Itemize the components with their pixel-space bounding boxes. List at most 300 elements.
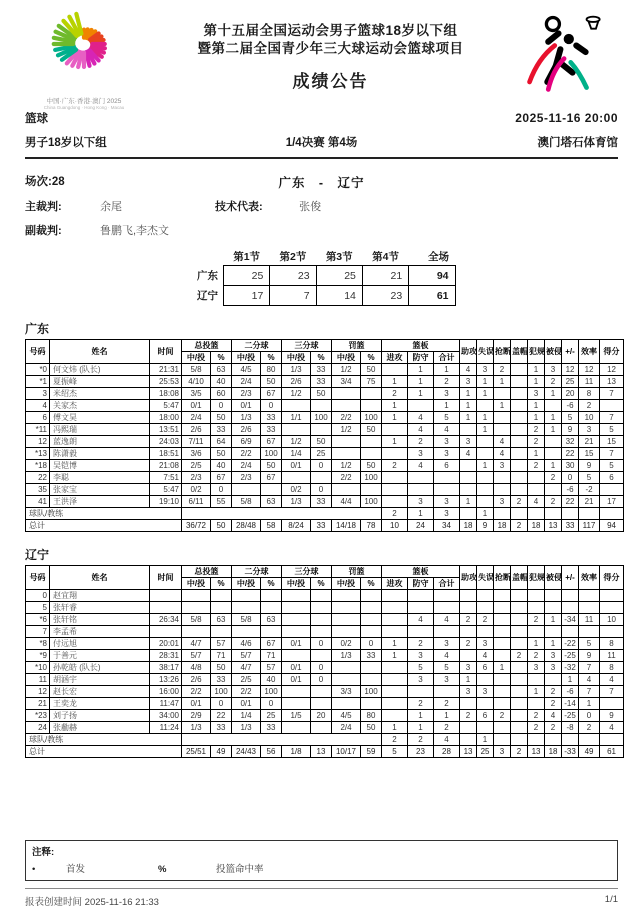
stat-cell	[511, 472, 528, 484]
stat-cell	[545, 484, 562, 496]
totals-label: 总计	[26, 746, 182, 758]
stat-cell: 8	[600, 662, 624, 674]
stat-cell: 50	[261, 376, 282, 388]
match-datetime: 2025-11-16 20:00	[515, 111, 618, 125]
stat-cell: 18:51	[150, 448, 182, 460]
stat-cell: 49	[211, 746, 232, 758]
stat-cell: 3	[460, 436, 477, 448]
stat-cell: 1	[434, 364, 460, 376]
stat-cell: 63	[261, 614, 282, 626]
stat-cell	[434, 484, 460, 496]
stat-cell: 6	[477, 710, 494, 722]
stat-cell	[494, 484, 511, 496]
stat-cell: 7	[600, 448, 624, 460]
stat-cell: 5	[562, 412, 579, 424]
stat-header-cell: 盖帽	[511, 566, 528, 590]
stat-cell: 2/4	[232, 460, 261, 472]
stat-subheader-cell: %	[211, 352, 232, 364]
stat-cell: 25	[562, 376, 579, 388]
stat-cell: 1	[408, 710, 434, 722]
player-row	[26, 400, 624, 412]
stat-cell: 100	[211, 686, 232, 698]
stat-cell	[408, 602, 434, 614]
stat-cell: 1	[408, 508, 434, 520]
stat-cell: 4	[408, 460, 434, 472]
stat-cell: 8	[600, 638, 624, 650]
stat-subheader-cell: 中/投	[182, 352, 211, 364]
stat-cell: 1	[434, 400, 460, 412]
stat-cell	[460, 424, 477, 436]
matchup-separator: -	[318, 176, 325, 190]
stat-header-cell: 号码	[26, 340, 50, 364]
stat-cell: 4	[494, 436, 511, 448]
player-row	[26, 590, 624, 602]
stat-cell: 2/2	[232, 686, 261, 698]
stat-cell: 1	[528, 400, 545, 412]
stat-cell: 9	[600, 710, 624, 722]
stat-cell	[311, 590, 332, 602]
stat-cell	[182, 626, 211, 638]
stat-cell	[261, 484, 282, 496]
quarter-total-cell: 61	[409, 286, 455, 306]
stat-cell: 7	[579, 662, 600, 674]
stat-cell	[261, 626, 282, 638]
player-row	[26, 472, 624, 484]
stat-cell: 4/8	[182, 662, 211, 674]
stat-cell: 2	[511, 746, 528, 758]
stat-cell: 4/5	[332, 710, 361, 722]
stat-cell: 3	[477, 638, 494, 650]
games-logo	[25, 8, 143, 110]
stat-cell: 33	[361, 650, 382, 662]
stat-cell: 1	[545, 614, 562, 626]
stat-cell: 3/6	[182, 448, 211, 460]
stat-cell: 12	[562, 364, 579, 376]
meta-row-1	[25, 110, 618, 126]
stat-cell	[477, 436, 494, 448]
stat-cell: 0/2	[332, 638, 361, 650]
stat-cell: 0	[211, 400, 232, 412]
stat-cell: 11:24	[150, 722, 182, 734]
stat-cell	[600, 508, 624, 520]
stat-cell: 2	[434, 722, 460, 734]
stat-cell: 0	[361, 638, 382, 650]
stat-subheader-cell: 中/投	[332, 352, 361, 364]
stat-cell	[311, 626, 332, 638]
stat-cell: *18	[26, 460, 50, 472]
stat-cell: 0	[211, 698, 232, 710]
stat-header-cell: 效率	[579, 340, 600, 364]
stat-cell	[408, 472, 434, 484]
stat-cell: 1	[382, 722, 408, 734]
stat-cell: 4	[494, 448, 511, 460]
stat-cell: 1/3	[182, 722, 211, 734]
stat-header-cell: 罚篮	[332, 340, 382, 352]
stat-cell: 1	[477, 388, 494, 400]
quarter-header-cell: 第3节	[325, 250, 353, 263]
quarter-scores-wrap	[188, 247, 456, 306]
stat-cell: 61	[600, 746, 624, 758]
stat-cell: 1	[494, 376, 511, 388]
stat-cell: 1/8	[282, 746, 311, 758]
stat-cell	[494, 722, 511, 734]
stat-cell: 57	[211, 638, 232, 650]
stat-cell: 22	[26, 472, 50, 484]
quarter-header-cell: 第4节	[372, 250, 399, 263]
stat-cell	[211, 590, 232, 602]
stat-cell	[311, 614, 332, 626]
stat-cell: 13	[600, 376, 624, 388]
stat-cell: 67	[261, 638, 282, 650]
stat-cell: 1	[494, 662, 511, 674]
stat-cell	[282, 400, 311, 412]
stat-cell	[332, 698, 361, 710]
stat-cell: 55	[211, 496, 232, 508]
stat-cell	[261, 590, 282, 602]
stat-cell: 11	[26, 674, 50, 686]
stat-cell	[332, 626, 361, 638]
stat-cell: 2/4	[182, 412, 211, 424]
stat-cell: 63	[261, 496, 282, 508]
stat-cell: 18	[528, 520, 545, 532]
stat-cell: 19:10	[150, 496, 182, 508]
player-row	[26, 436, 624, 448]
tournament-title-line2: 暨第二届全国青少年三大球运动会篮球项目	[197, 41, 464, 56]
stat-cell: 33	[311, 376, 332, 388]
stat-subheader-cell: 中/投	[232, 352, 261, 364]
stat-cell	[361, 674, 382, 686]
stat-cell	[408, 626, 434, 638]
stat-cell: 1	[494, 400, 511, 412]
stat-cell: 2	[545, 722, 562, 734]
stat-cell: 0	[211, 484, 232, 496]
stat-cell: 1	[477, 508, 494, 520]
stat-cell: 15	[600, 436, 624, 448]
stat-cell: 3	[434, 388, 460, 400]
stat-cell	[282, 472, 311, 484]
sport-label: 篮球	[25, 113, 48, 125]
quarter-total-cell: 94	[409, 266, 455, 286]
stat-cell: 2	[494, 364, 511, 376]
quarter-header-cell: 第2节	[279, 250, 307, 263]
stat-cell: 4/10	[182, 376, 211, 388]
player-name-cell: 胡涵宇	[50, 674, 150, 686]
stat-cell: 2	[382, 734, 408, 746]
stat-cell	[477, 472, 494, 484]
stat-cell: 4	[408, 614, 434, 626]
quarter-score-cell: 21	[362, 266, 408, 286]
stat-cell: -14	[562, 698, 579, 710]
stat-subheader-cell: %	[211, 578, 232, 590]
stat-cell: 1/3	[332, 650, 361, 662]
doc-title: 成绩公告	[292, 72, 369, 91]
stat-cell: 1	[528, 412, 545, 424]
stat-cell: 4/5	[232, 364, 261, 376]
stats-header-row	[26, 566, 624, 578]
stat-cell	[511, 686, 528, 698]
stat-cell: 24	[26, 722, 50, 734]
stat-cell	[477, 590, 494, 602]
stat-cell	[282, 686, 311, 698]
stat-cell: 9	[562, 424, 579, 436]
stat-cell: 2/4	[332, 722, 361, 734]
player-row	[26, 388, 624, 400]
stat-cell: 6	[477, 662, 494, 674]
stat-cell: 24/43	[232, 746, 261, 758]
stat-cell	[528, 508, 545, 520]
stat-header-cell: 三分球	[282, 340, 332, 352]
stat-subheader-cell: 中/投	[282, 352, 311, 364]
player-row	[26, 460, 624, 472]
stat-cell: 7/11	[182, 436, 211, 448]
stat-cell	[460, 484, 477, 496]
stat-cell: 1	[545, 412, 562, 424]
stat-cell	[545, 508, 562, 520]
stat-cell: 1	[460, 496, 477, 508]
stat-cell: *0	[26, 364, 50, 376]
stat-cell: 2	[382, 508, 408, 520]
stat-cell: 1	[562, 674, 579, 686]
stat-cell: 6/9	[232, 436, 261, 448]
stat-header-cell: 时间	[150, 340, 182, 364]
stat-cell: 5/8	[182, 364, 211, 376]
stat-cell: 1/2	[332, 460, 361, 472]
stat-cell	[434, 472, 460, 484]
stat-cell	[408, 590, 434, 602]
stat-cell: 24:03	[150, 436, 182, 448]
stat-cell: 0	[26, 590, 50, 602]
quarter-score-cell: 25	[224, 266, 270, 286]
stat-cell: 8/24	[282, 520, 311, 532]
quarter-score-cell: 23	[362, 286, 408, 306]
stat-cell: *9	[26, 650, 50, 662]
quarter-scores-table	[188, 247, 456, 306]
stat-cell: 94	[600, 520, 624, 532]
stat-cell	[311, 698, 332, 710]
stat-cell: 1	[528, 376, 545, 388]
stat-cell: 2/4	[232, 376, 261, 388]
stat-cell: 4	[434, 734, 460, 746]
stat-cell: 59	[361, 746, 382, 758]
stat-cell: 3	[528, 388, 545, 400]
stat-cell: -6	[562, 400, 579, 412]
stat-cell: 60	[211, 388, 232, 400]
player-name-cell: 刘子扬	[50, 710, 150, 722]
stat-cell	[382, 710, 408, 722]
stat-cell	[182, 602, 211, 614]
player-name-cell: 关家杰	[50, 400, 150, 412]
stat-cell: 13	[528, 746, 545, 758]
stat-cell	[528, 698, 545, 710]
stat-cell: 13:51	[150, 424, 182, 436]
stat-cell	[511, 388, 528, 400]
page-number: 1/1	[604, 894, 618, 905]
stat-cell: 33	[261, 722, 282, 734]
stat-cell: 2/2	[232, 448, 261, 460]
stat-cell: 56	[261, 746, 282, 758]
stat-cell	[382, 698, 408, 710]
tournament-title-line1: 第十五届全国运动会男子篮球18岁以下组	[203, 23, 458, 38]
stat-cell	[511, 484, 528, 496]
stat-cell	[494, 602, 511, 614]
stat-cell: 33	[311, 364, 332, 376]
stat-cell	[382, 686, 408, 698]
stat-cell: 38:17	[150, 662, 182, 674]
stat-subheader-cell: 合计	[434, 352, 460, 364]
logo-caption: 中国·广东·香港·澳门 2025	[46, 98, 122, 105]
stat-cell: *6	[26, 614, 50, 626]
stat-cell: 18:08	[150, 388, 182, 400]
stat-cell	[332, 614, 361, 626]
stat-cell: 4/7	[232, 662, 261, 674]
stat-cell	[460, 590, 477, 602]
stat-cell: 63	[211, 364, 232, 376]
player-name-cell: 米绍杰	[50, 388, 150, 400]
stat-cell: 1	[382, 412, 408, 424]
stat-cell: 2	[434, 698, 460, 710]
stat-cell	[361, 602, 382, 614]
stat-cell	[332, 602, 361, 614]
stat-cell: 1/2	[282, 436, 311, 448]
stat-subheader-cell: 中/投	[182, 578, 211, 590]
team-coach-label: 球队/教练	[26, 508, 182, 520]
stat-cell: 100	[261, 686, 282, 698]
stat-cell: 1	[408, 376, 434, 388]
stat-cell: 1/4	[282, 448, 311, 460]
stat-cell: 34:00	[150, 710, 182, 722]
stat-cell	[460, 602, 477, 614]
stat-cell	[332, 674, 361, 686]
quarter-team-name: 广东	[197, 270, 218, 282]
chief-referee-label: 主裁判:	[25, 201, 62, 213]
stat-cell: 5	[382, 746, 408, 758]
stat-cell: -8	[562, 722, 579, 734]
stat-cell: 36/72	[182, 520, 211, 532]
stat-cell	[477, 448, 494, 460]
stat-cell: 1/2	[332, 424, 361, 436]
stat-cell: 50	[261, 460, 282, 472]
stat-cell	[460, 472, 477, 484]
stat-cell: 2	[408, 436, 434, 448]
stat-cell: 7:51	[150, 472, 182, 484]
stat-cell: 2	[545, 496, 562, 508]
stat-cell	[460, 698, 477, 710]
footer-row	[25, 894, 618, 908]
quarter-score-cell: 25	[316, 266, 362, 286]
stat-cell: 100	[361, 496, 382, 508]
stat-cell: 1/4	[232, 710, 261, 722]
stat-cell: 3	[434, 496, 460, 508]
player-name-cell: 张轩睿	[50, 602, 150, 614]
stat-cell: *23	[26, 710, 50, 722]
stat-cell	[477, 722, 494, 734]
stat-cell: 1	[460, 412, 477, 424]
stat-cell: 3	[434, 638, 460, 650]
stat-cell: 4	[600, 674, 624, 686]
tech-delegate-label: 技术代表:	[215, 201, 263, 213]
stat-header-cell: 罚篮	[332, 566, 382, 578]
stat-cell: 28:31	[150, 650, 182, 662]
player-row	[26, 674, 624, 686]
stat-cell: 9	[477, 520, 494, 532]
player-name-cell: 陈潇毅	[50, 448, 150, 460]
stat-cell: 3	[494, 496, 511, 508]
stat-cell	[382, 496, 408, 508]
stat-cell	[332, 662, 361, 674]
stat-cell: 18	[494, 520, 511, 532]
player-row	[26, 710, 624, 722]
player-row	[26, 722, 624, 734]
stat-cell: 3	[460, 686, 477, 698]
stat-cell	[311, 400, 332, 412]
stat-cell: 12	[26, 436, 50, 448]
stat-cell: 4	[460, 364, 477, 376]
stat-cell: 100	[361, 686, 382, 698]
player-name-cell: 孙乾皓 (队长)	[50, 662, 150, 674]
stat-cell: 67	[261, 388, 282, 400]
stat-cell	[361, 388, 382, 400]
team-name-liaoning: 辽宁	[25, 548, 50, 562]
stat-cell: 2/3	[232, 388, 261, 400]
team-coach-label: 球队/教练	[26, 734, 182, 746]
stats-table-guangdong	[25, 339, 624, 532]
stat-cell: 3	[408, 674, 434, 686]
player-name-cell: 吴铠博	[50, 460, 150, 472]
assistant-referee-label: 副裁判:	[25, 225, 62, 237]
stat-cell: 1/1	[282, 412, 311, 424]
stat-cell: 1	[460, 400, 477, 412]
stat-cell	[282, 602, 311, 614]
stat-cell: 2	[545, 376, 562, 388]
stat-cell	[361, 626, 382, 638]
stat-cell: 1	[545, 460, 562, 472]
team-coach-row	[26, 508, 624, 520]
stat-cell: 1	[382, 436, 408, 448]
stat-cell: 2	[460, 710, 477, 722]
stat-cell: 1	[408, 722, 434, 734]
stat-cell: 1/2	[332, 364, 361, 376]
stat-cell: 18:00	[150, 412, 182, 424]
stat-cell: *13	[26, 448, 50, 460]
player-row	[26, 614, 624, 626]
player-row	[26, 376, 624, 388]
stat-cell	[545, 734, 562, 746]
totals-row	[26, 520, 624, 532]
stat-cell: 8	[579, 388, 600, 400]
stat-cell: 3	[579, 424, 600, 436]
stat-cell: 28	[434, 746, 460, 758]
stat-cell: 7	[579, 686, 600, 698]
stat-cell: 5	[434, 662, 460, 674]
stat-cell: 5:47	[150, 484, 182, 496]
stat-cell	[579, 626, 600, 638]
stat-cell: 50	[211, 412, 232, 424]
stat-header-cell: 犯规	[528, 340, 545, 364]
stat-subheader-cell: 防守	[408, 352, 434, 364]
totals-row	[26, 746, 624, 758]
stat-cell: 0	[311, 460, 332, 472]
stat-cell: 0/1	[282, 460, 311, 472]
player-row	[26, 650, 624, 662]
stat-cell	[182, 590, 211, 602]
stat-cell: 0/1	[232, 698, 261, 710]
stat-cell	[477, 698, 494, 710]
stat-cell: 2	[511, 496, 528, 508]
stat-cell: 4/4	[332, 496, 361, 508]
stat-cell	[511, 698, 528, 710]
stat-cell: 3	[528, 662, 545, 674]
stat-cell	[528, 484, 545, 496]
